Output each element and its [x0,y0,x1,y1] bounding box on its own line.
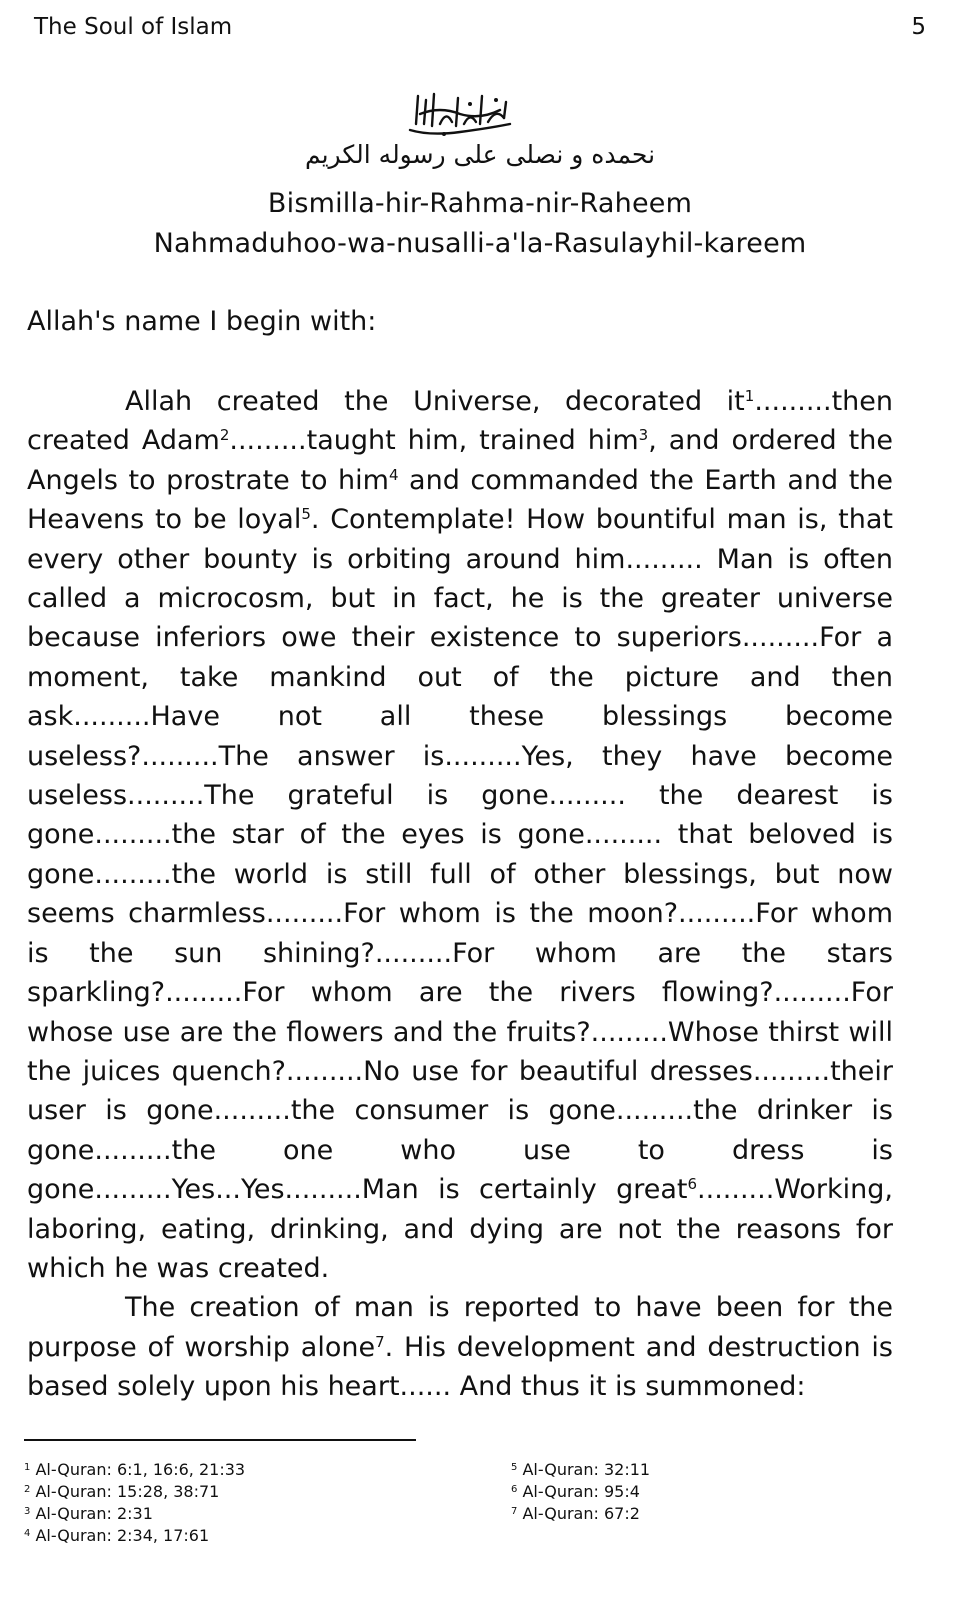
text-run: . Contemplate! How bountiful man is, that every other bounty is orbiting around him......... Man is often called a microcosm, but in fact, he is the greater universe because inferiors owe their existence to superiors.........For a moment, take mankind out of the picture and then ask.........Have not all these blessings become useless?.........The answer is.........Yes, they have become useless.........The grateful is gone......... the dearest is gone.........the star of the eyes is gone......... that beloved is gone.........the world is still full of other blessings, but now seems charmless.........For whom is the moon?.........For whom is the sun shining?.........For whom are the stars sparkling?.........For whom are the rivers flowing?.........For whose use are the flowers and the fruits?.........Whose thirst will the juices quench?.........No use for beautiful dresses.........their user is gone.........the consumer is gone.........the drinker is gone.........the one who use to dress is gone.........Yes...Yes.........Man is certainly great [27,504,893,1206]
bismillah-calligraphy-icon [400,84,520,140]
footnote-ref: 1 [744,387,755,405]
footnote-item [24,1525,245,1547]
bismillah-transliteration: Bismilla-hir-Rahma-nir-Raheem [267,188,693,219]
footnote-item [511,1481,650,1503]
salutation-transliteration: Nahmaduhoo-wa-nusalli-a'la-Rasulayhil-kareem [153,228,807,259]
footnote-number: 6 [511,1484,518,1495]
text-run: . His development and destruction is based solely upon his heart...... And thus it is summoned: [27,1331,893,1403]
footnote-number: 2 [24,1484,31,1495]
footnote-text: Al-Quran: 2:34, 17:61 [35,1526,210,1545]
footnote-ref: 5 [301,505,311,524]
footnote-divider [24,1439,416,1441]
text-run: and commanded the Earth and the Heavens to be loyal [27,464,894,536]
footnote-item [511,1503,650,1525]
text-run: Allah created the Universe, decorated it [125,386,745,417]
footnote-ref: 6 [687,1175,698,1194]
running-header [34,14,926,48]
paragraph-1 [27,382,893,1288]
footnote-number: 3 [24,1506,31,1517]
body-text [27,382,893,1407]
footnotes-column-left [24,1459,245,1547]
footnote-ref: 4 [388,465,399,484]
footnote-text: Al-Quran: 32:11 [522,1460,651,1479]
text-run: .........then created Adam [27,386,893,457]
text-run: , and ordered the Angels to prostrate to him [27,425,893,496]
footnote-item [24,1481,245,1503]
opening-line: Allah's name I begin with: [27,306,377,337]
footnote-item [24,1503,245,1525]
footnote-number: 4 [24,1528,31,1539]
book-title: The Soul of Islam [34,14,233,40]
footnote-number: 7 [511,1506,518,1517]
footnote-text: Al-Quran: 15:28, 38:71 [35,1482,220,1501]
text-run: The creation of man is reported to have been for the purpose of worship alone [27,1292,893,1363]
footnote-text: Al-Quran: 95:4 [522,1482,640,1501]
paragraph-2 [27,1288,893,1406]
text-run: .........Working, laboring, eating, drinking, and dying are not the reasons for which he was created. [27,1174,893,1284]
footnotes-column-right [511,1459,650,1525]
footnote-text: Al-Quran: 2:31 [35,1504,153,1523]
footnote-item [511,1459,650,1481]
footnote-item [24,1459,245,1481]
text-run: .........taught him, trained him [229,425,639,457]
footnote-ref: 7 [375,1332,385,1351]
footnote-ref: 3 [638,426,649,445]
page-number: 5 [911,14,926,40]
arabic-invocation: نحمده و نصلى على رسوله الكريم [304,140,656,169]
footnote-number: 5 [511,1462,518,1473]
footnote-text: Al-Quran: 67:2 [522,1504,640,1523]
footnote-text: Al-Quran: 6:1, 16:6, 21:33 [35,1460,246,1479]
footnote-ref: 2 [219,426,230,445]
footnote-number: 1 [24,1462,31,1473]
